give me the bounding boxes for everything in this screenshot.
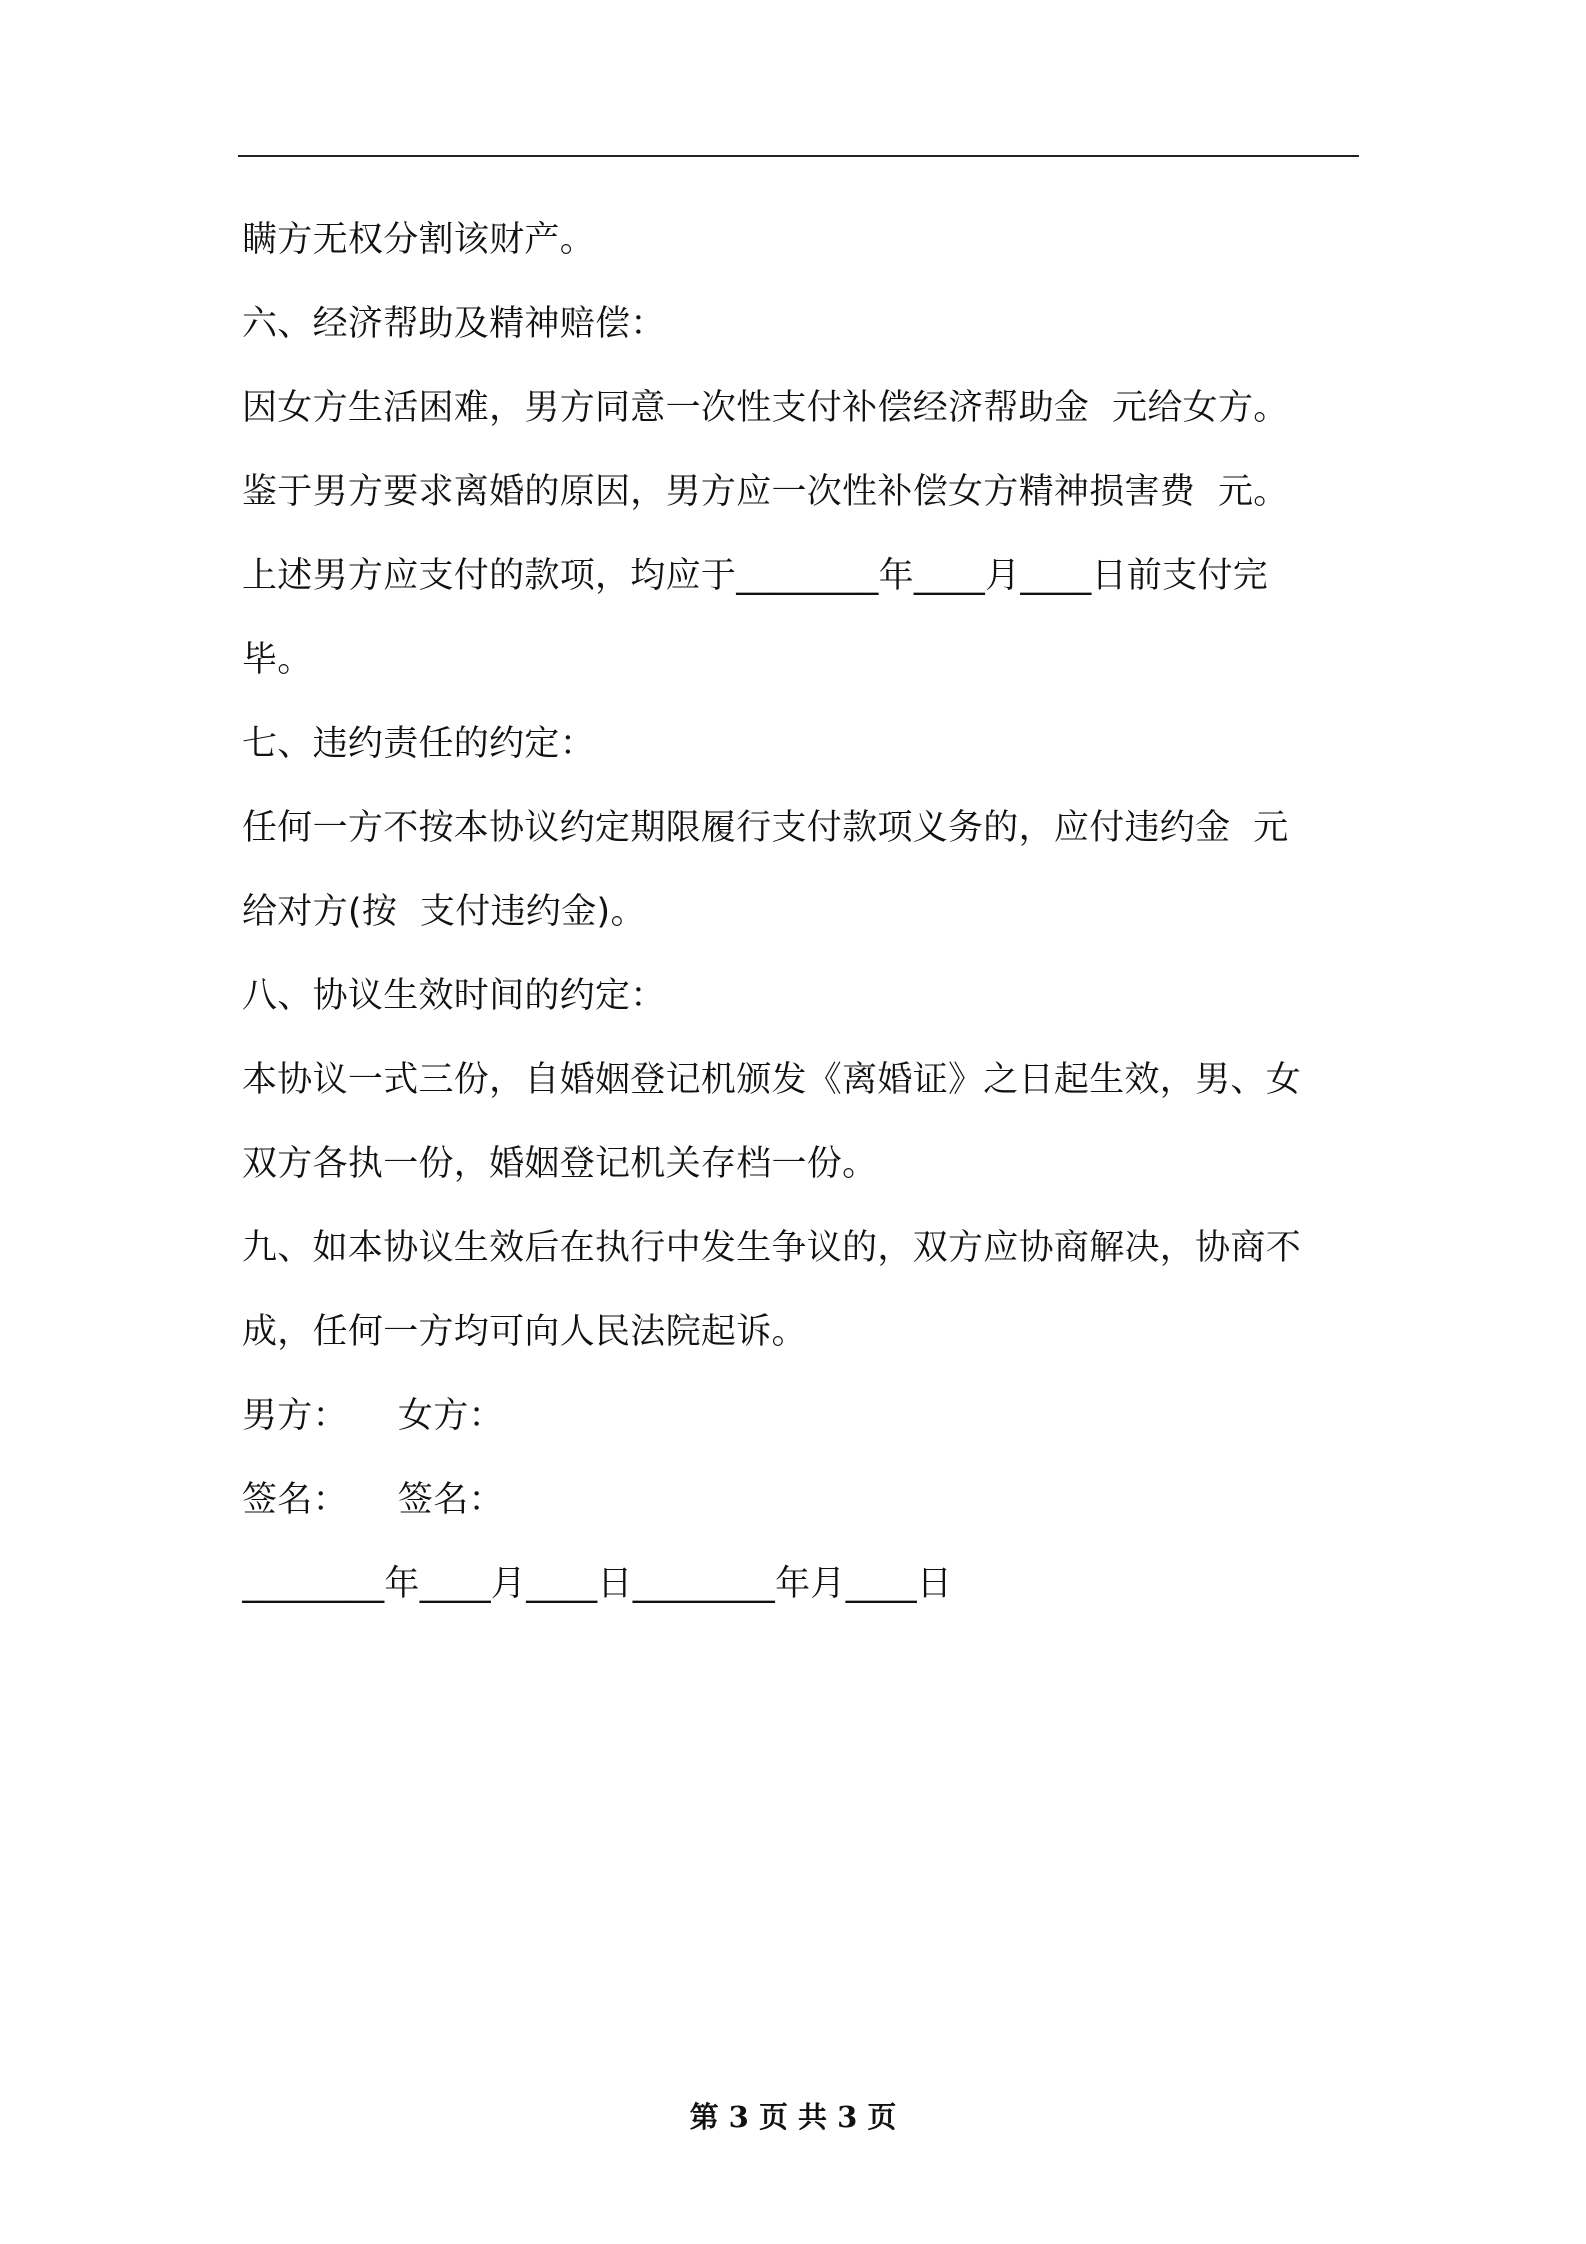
female-signature-label: 签名：: [397, 1480, 504, 1520]
document-body: [242, 198, 1364, 1626]
female-party-label: 女方：: [397, 1396, 504, 1436]
paragraph-line: 毕。: [242, 640, 313, 680]
paragraph-line: 本协议一式三份，自婚姻登记机颁发《离婚证》之日起生效，男、女: [242, 1060, 1302, 1100]
paragraph-line: 给对方(按 支付违约金)。: [242, 892, 646, 932]
party-labels-row: [242, 1374, 1364, 1458]
page-number-footer: 第 3 页 共 3 页: [689, 2100, 897, 2134]
section-heading-9: 九、如本协议生效后在执行中发生争议的，双方应协商解决，协商不: [242, 1228, 1302, 1268]
section-heading-6: 六、经济帮助及精神赔偿：: [242, 304, 666, 344]
paragraph-line: 成，任何一方均可向人民法院起诉。: [242, 1312, 807, 1352]
male-signature-label: 签名：: [242, 1480, 348, 1520]
paragraph-line: 因女方生活困难，男方同意一次性支付补偿经济帮助金 元给女方。: [242, 388, 1289, 428]
paragraph-line: 任何一方不按本协议约定期限履行支付款项义务的，应付违约金 元: [242, 808, 1289, 848]
header-rule: [238, 155, 1359, 157]
signature-date-line: ________年____月____日________年月____日: [242, 1564, 953, 1604]
paragraph-line: 双方各执一份，婚姻登记机关存档一份。: [242, 1144, 878, 1184]
signature-labels-row: [242, 1458, 1364, 1542]
paragraph-line: 上述男方应支付的款项，均应于________年____月____日前支付完: [242, 556, 1269, 596]
paragraph-line: 鉴于男方要求离婚的原因，男方应一次性补偿女方精神损害费 元。: [242, 472, 1289, 512]
male-party-label: 男方：: [242, 1396, 348, 1436]
paragraph-line: 瞒方无权分割该财产。: [242, 220, 596, 260]
section-heading-8: 八、协议生效时间的约定：: [242, 976, 666, 1016]
section-heading-7: 七、违约责任的约定：: [242, 724, 596, 764]
